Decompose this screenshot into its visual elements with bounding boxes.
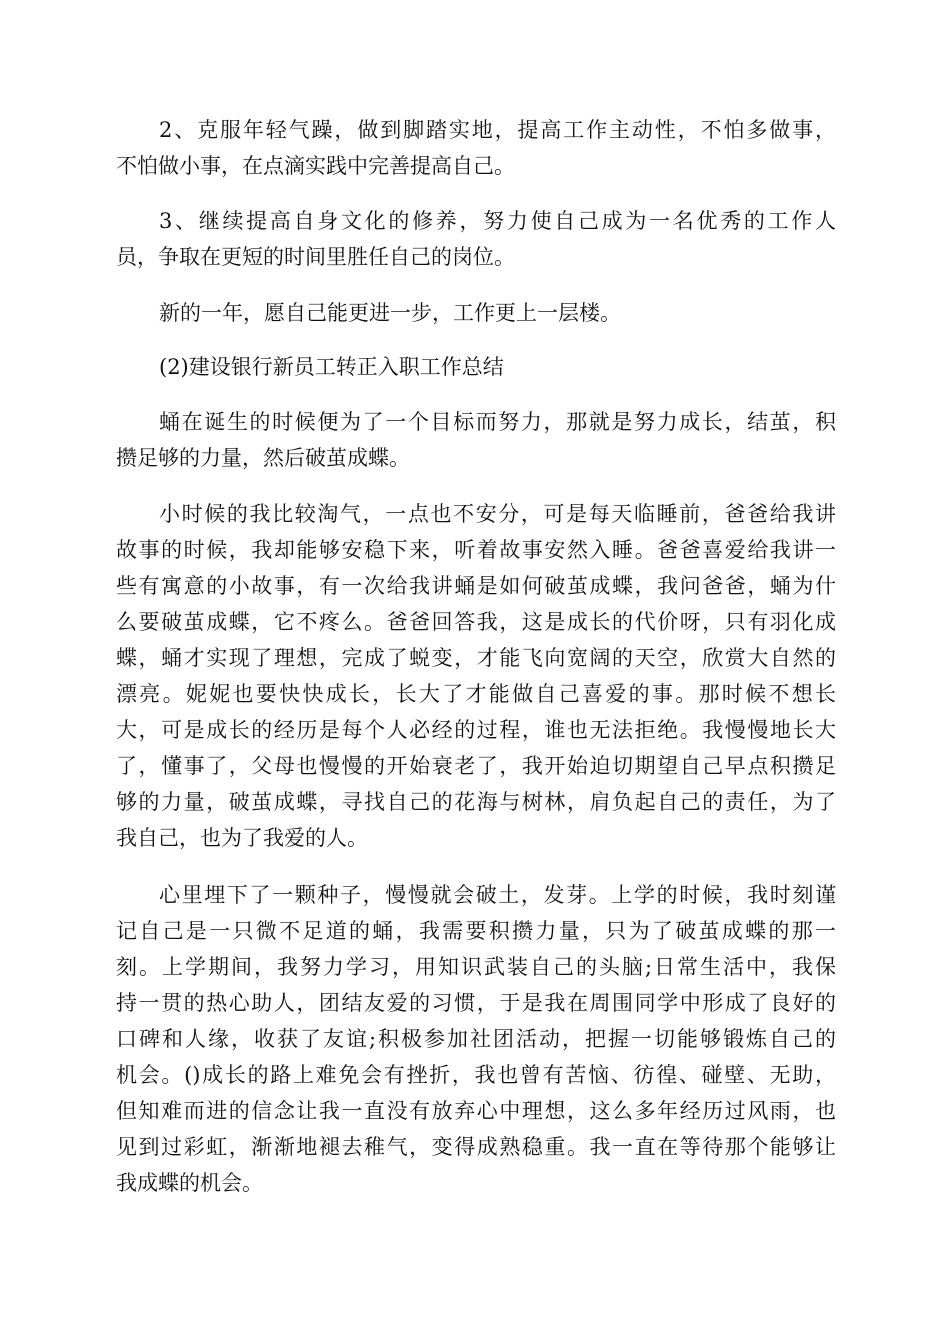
paragraph-item-2 <box>116 112 836 184</box>
section-heading <box>116 349 836 385</box>
text-line: 心里埋下了一颗种子，慢慢就会破土，发芽。上学的时候，我时刻谨 <box>159 883 836 907</box>
paragraph-item-3 <box>116 203 836 275</box>
text-line: 记自己是一只微不足道的蛹，我需要积攒力量，只为了破茧成蝶的那一 <box>116 919 836 943</box>
paragraph-childhood <box>116 496 836 856</box>
text-line: 新的一年，愿自己能更进一步，工作更上一层楼。 <box>159 301 621 325</box>
text-line: 机会。()成长的路上难免会有挫折，我也曾有苦恼、彷徨、碰壁、无助， <box>116 1063 836 1087</box>
text-line: 么要破茧成蝶，它不疼么。爸爸回答我，这是成长的代价呀，只有羽化成 <box>116 610 836 634</box>
text-line: 我成蝶的机会。 <box>116 1171 263 1195</box>
text-line: 持一贯的热心助人，团结友爱的习惯，于是我在周围同学中形成了良好的 <box>116 991 836 1015</box>
text-line: 我自己，也为了我爱的人。 <box>116 826 368 850</box>
text-line: 够的力量，破茧成蝶，寻找自己的花海与树林，肩负起自己的责任，为了 <box>116 790 836 814</box>
text-line: 小时候的我比较淘气，一点也不安分，可是每天临睡前，爸爸给我讲 <box>159 502 836 526</box>
text-line: 大，可是成长的经历是每个人必经的过程，谁也无法拒绝。我慢慢地长大 <box>116 718 836 742</box>
paragraph-pupa-goal <box>116 404 836 476</box>
text-line: 蛹在诞生的时候便为了一个目标而努力，那就是努力成长，结茧，积 <box>159 410 836 434</box>
text-line: 蝶，蛹才实现了理想，完成了蜕变，才能飞向宽阔的天空，欣赏大自然的 <box>116 646 836 670</box>
text-line: 了，懂事了，父母也慢慢的开始衰老了，我开始迫切期望自己早点积攒足 <box>116 754 836 778</box>
text-line: 攒足够的力量，然后破茧成蝶。 <box>116 446 410 470</box>
text-line: 员，争取在更短的时间里胜任自己的岗位。 <box>116 245 515 269</box>
text-line: 见到过彩虹，渐渐地褪去稚气，变得成熟稳重。我一直在等待那个能够让 <box>116 1135 836 1159</box>
text-line: 3、继续提高自身文化的修养，努力使自己成为一名优秀的工作人 <box>159 209 836 233</box>
text-line: 不怕做小事，在点滴实践中完善提高自己。 <box>116 154 515 178</box>
paragraph-new-year <box>116 295 836 331</box>
paragraph-seed <box>116 877 836 1201</box>
heading-line: (2)建设银行新员工转正入职工作总结 <box>159 355 504 379</box>
text-line: 故事的时候，我却能够安稳下来，听着故事安然入睡。爸爸喜爱给我讲一 <box>116 538 836 562</box>
text-line: 口碑和人缘，收获了友谊;积极参加社团活动，把握一切能够锻炼自己的 <box>116 1027 836 1051</box>
text-line: 但知难而进的信念让我一直没有放弃心中理想，这么多年经历过风雨，也 <box>116 1099 836 1123</box>
text-line: 2、克服年轻气躁，做到脚踏实地，提高工作主动性，不怕多做事， <box>159 118 836 142</box>
text-line: 刻。上学期间，我努力学习，用知识武装自己的头脑;日常生活中，我保 <box>116 955 836 979</box>
text-line: 漂亮。妮妮也要快快成长，长大了才能做自己喜爱的事。那时候不想长 <box>116 682 836 706</box>
text-line: 些有寓意的小故事，有一次给我讲蛹是如何破茧成蝶，我问爸爸，蛹为什 <box>116 574 836 598</box>
